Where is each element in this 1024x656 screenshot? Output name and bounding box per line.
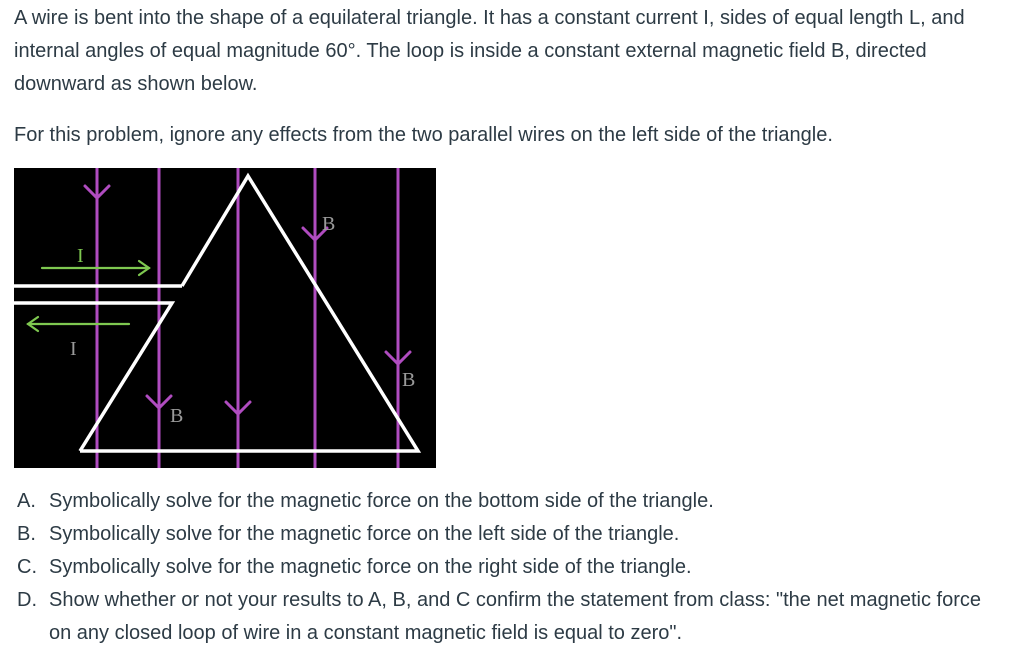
question-text: Symbolically solve for the magnetic force on the bottom side of the triangle. [49,490,714,512]
problem-note: For this problem, ignore any effects from the two parallel wires on the left side of the triangle. [14,124,833,146]
question-item [17,584,1007,650]
question-item [17,551,1007,584]
label-field-top-right: B [322,213,336,235]
question-letter: C. [17,556,37,578]
question-letter: B. [17,523,36,545]
triangle-loop-figure [14,168,436,468]
label-field-right: B [402,369,416,391]
question-text: Symbolically solve for the magnetic force on the right side of the triangle. [49,556,692,578]
lead-wire-bottom [14,303,172,451]
question-text: Show whether or not your results to A, B, and C confirm the statement from class: "the net magnetic force on any closed loop of wire in a constant magnetic field is equal to zero". [49,589,981,644]
problem-intro: A wire is bent into the shape of a equilateral triangle. It has a constant current I, sides of equal length L, and internal angles of equal magnitude 60°. The loop is inside a constant external magnetic field B, directed downward as shown below. [14,7,965,95]
label-field-bottom: B [170,405,184,427]
current-arrows [28,261,149,331]
question-letter: D. [17,589,37,611]
figure-svg [14,168,436,468]
field-lines [97,168,398,468]
question-letter: A. [17,490,36,512]
question-item [17,485,1007,518]
field-arrowheads [85,186,410,414]
triangle-wire [14,176,418,451]
question-text: Symbolically solve for the magnetic force on the left side of the triangle. [49,523,680,545]
label-current-bottom: I [70,338,77,360]
question-list [17,485,1007,650]
question-item [17,518,1007,551]
triangle-outline [80,176,418,451]
label-current-top: I [77,245,84,267]
